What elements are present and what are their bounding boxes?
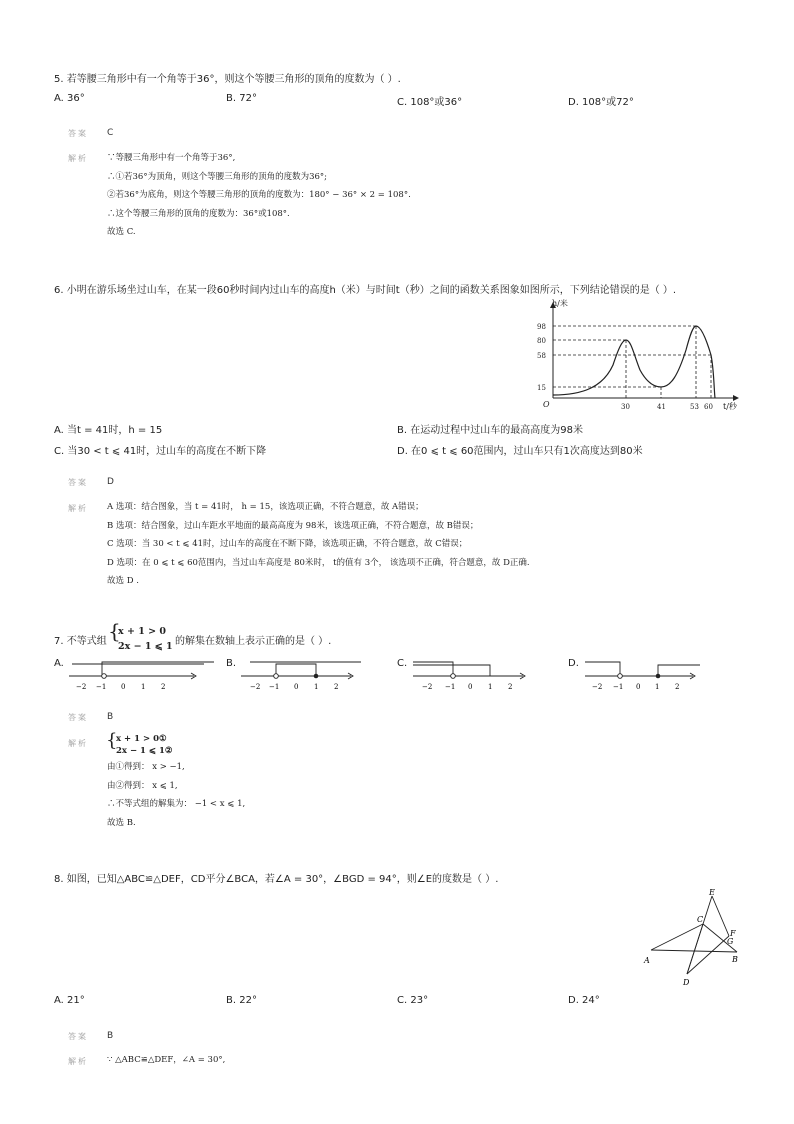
tick: −1: [269, 683, 280, 691]
tick: 2: [334, 683, 339, 691]
tick: 0: [468, 683, 473, 691]
q7-system: [118, 624, 173, 654]
tick: 2: [161, 683, 166, 691]
q7-analysis-line: 故选 B.: [107, 817, 136, 828]
q7-analysis-line: 由②得到： x ⩽ 1,: [107, 780, 178, 791]
q6-graph: [528, 295, 748, 415]
q7-analysis-label: 解析: [68, 739, 88, 748]
tick: 1: [314, 683, 319, 691]
q7-option-b-letter: B.: [226, 658, 237, 669]
q6-analysis-line: A 选项：结合图象，当 t = 41时， h = 15，该选项正确，不符合题意，故 A错误；: [107, 502, 424, 512]
q6-stem: 6. 小明在游乐场坐过山车，在某一段60秒时间内过山车的高度h（米）与时间t（秒）之间的函数关系图象如图所示，下列结论错误的是（ ）.: [54, 285, 677, 296]
label-a: A: [644, 956, 650, 965]
q6-option-a: A. 当t = 41时，h = 15: [54, 425, 163, 436]
q8-option-a: A. 21°: [54, 995, 85, 1006]
q8-answer-label: 答案: [68, 1032, 88, 1041]
q7-option-a-letter: A.: [54, 658, 64, 669]
tick: 0: [121, 683, 126, 691]
q7-option-a-numberline: [64, 656, 219, 692]
q7-option-d-letter: D.: [568, 658, 579, 669]
q5-stem: 5. 若等腰三角形中有一个角等于36°，则这个等腰三角形的顶角的度数为（ ）.: [54, 74, 401, 85]
y-axis-label: h/米: [552, 299, 568, 308]
q5-analysis: [107, 149, 411, 242]
label-f: F: [730, 929, 736, 938]
q5-analysis-label: 解析: [68, 154, 88, 163]
tick: −2: [592, 683, 603, 691]
q8-analysis: [107, 1051, 225, 1070]
q5-analysis-line: 故选 C.: [107, 227, 136, 237]
q7-analysis-brace: {: [106, 730, 118, 751]
q6-option-b: B. 在运动过程中过山车的最高高度为98米: [397, 425, 583, 436]
q7-analysis-line: 由①得到： x > −1,: [107, 762, 185, 772]
q6-analysis-line: 故选 D .: [107, 576, 139, 586]
x-tick-30: 30: [621, 403, 630, 411]
q5-analysis-line: ∴①若36°为顶角，则这个等腰三角形的顶角的度数为36°;: [107, 171, 327, 182]
q7-option-d-numberline: [580, 656, 705, 692]
q5-option-b: B. 72°: [226, 93, 257, 104]
label-c: C: [697, 915, 704, 924]
q8-analysis-label: 解析: [68, 1057, 88, 1066]
q7-stem-suffix: 的解集在数轴上表示正确的是（ ）.: [175, 636, 332, 647]
q5-option-a: A. 36°: [54, 93, 85, 104]
q7-analysis-system-line: 2x − 1 ⩽ 1②: [116, 746, 173, 756]
q6-analysis-line: C 选项：当 30 < t ⩽ 41时，过山车的高度在不断下降，该选项正确，不符合题意，故 C错误；: [107, 539, 468, 549]
q6-answer-label: 答案: [68, 478, 88, 487]
y-tick-15: 15: [537, 384, 546, 392]
q5-option-c: C. 108°或36°: [397, 97, 463, 108]
q6-analysis-label: 解析: [68, 504, 88, 513]
x-axis-label: t/秒: [723, 402, 737, 411]
q5-option-d: D. 108°或72°: [568, 97, 634, 108]
tick: −2: [76, 683, 87, 691]
y-tick-98: 98: [537, 323, 546, 331]
q8-stem: 8. 如图，已知△ABC≌△DEF，CD平分∠BCA，若∠A = 30°，∠BGD = 94°，则∠E的度数是（ ）.: [54, 874, 499, 885]
q7-answer: B: [107, 712, 114, 722]
q8-triangle-figure: [640, 884, 750, 989]
tick: −2: [250, 683, 261, 691]
label-d: D: [683, 978, 690, 987]
tick: 2: [675, 683, 680, 691]
y-tick-80: 80: [537, 337, 546, 345]
q7-option-c-numberline: [408, 656, 538, 692]
tick: 2: [508, 683, 513, 691]
q7-analysis-system-line: x + 1 > 0①: [116, 734, 167, 744]
tick: 1: [655, 683, 660, 691]
q6-option-c: C. 当30 < t ⩽ 41时，过山车的高度在不断下降: [54, 446, 267, 457]
q8-option-b: B. 22°: [226, 995, 257, 1006]
q7-system-line: x + 1 > 0: [118, 626, 167, 637]
y-tick-58: 58: [537, 352, 546, 360]
q5-analysis-line: ∵等腰三角形中有一个角等于36°,: [107, 153, 236, 163]
tick: −2: [422, 683, 433, 691]
x-tick-41: 41: [657, 403, 666, 411]
origin-label: O: [543, 400, 550, 409]
label-b: B: [732, 955, 738, 964]
tick: −1: [96, 683, 107, 691]
q6-answer: D: [107, 477, 114, 487]
label-e: E: [709, 888, 715, 897]
q6-analysis-line: B 选项：结合图象，过山车距水平地面的最高高度为 98米，该选项正确，不符合题意，故 B错误；: [107, 520, 479, 531]
x-tick-60: 60: [704, 403, 713, 411]
q8-answer: B: [107, 1031, 114, 1041]
q7-option-c-letter: C.: [397, 658, 408, 669]
q5-answer: C: [107, 128, 114, 138]
q7-stem-prefix: 7. 不等式组: [54, 636, 107, 647]
q7-option-b-numberline: [236, 656, 366, 692]
tick: 1: [488, 683, 493, 691]
q5-analysis-line: ②若36°为底角，则这个等腰三角形的顶角的度数为：180° − 36° × 2 = 108°.: [107, 190, 411, 200]
q7-system-line: 2x − 1 ⩽ 1: [118, 641, 173, 652]
q8-option-d: D. 24°: [568, 995, 600, 1006]
q8-option-c: C. 23°: [397, 995, 429, 1006]
q8-analysis-line: ∵ △ABC≌△DEF，∠A = 30°,: [107, 1055, 226, 1065]
tick: 0: [294, 683, 299, 691]
q7-analysis-line: ∴不等式组的解集为： −1 < x ⩽ 1,: [107, 799, 246, 809]
q7-analysis: [107, 758, 245, 832]
q7-brace: {: [108, 619, 121, 643]
q7-analysis-system: [116, 733, 173, 757]
tick: −1: [613, 683, 624, 691]
guide-lines: [553, 326, 711, 398]
q6-analysis: [107, 498, 530, 591]
tick: −1: [445, 683, 456, 691]
q5-answer-label: 答案: [68, 129, 88, 138]
q6-analysis-line: D 选项：在 0 ⩽ t ⩽ 60范围内，当过山车高度是 80米时， t的值有 3个， 该选项不正确，符合题意，故 D正确.: [107, 557, 530, 568]
q6-option-d: D. 在0 ⩽ t ⩽ 60范围内，过山车只有1次高度达到80米: [397, 446, 643, 457]
tick: 1: [141, 683, 146, 691]
x-tick-53: 53: [690, 403, 699, 411]
q5-analysis-line: ∴这个等腰三角形的顶角的度数为：36°或108°.: [107, 208, 290, 219]
tick: 0: [636, 683, 641, 691]
q7-answer-label: 答案: [68, 713, 88, 722]
label-g: G: [727, 937, 734, 946]
